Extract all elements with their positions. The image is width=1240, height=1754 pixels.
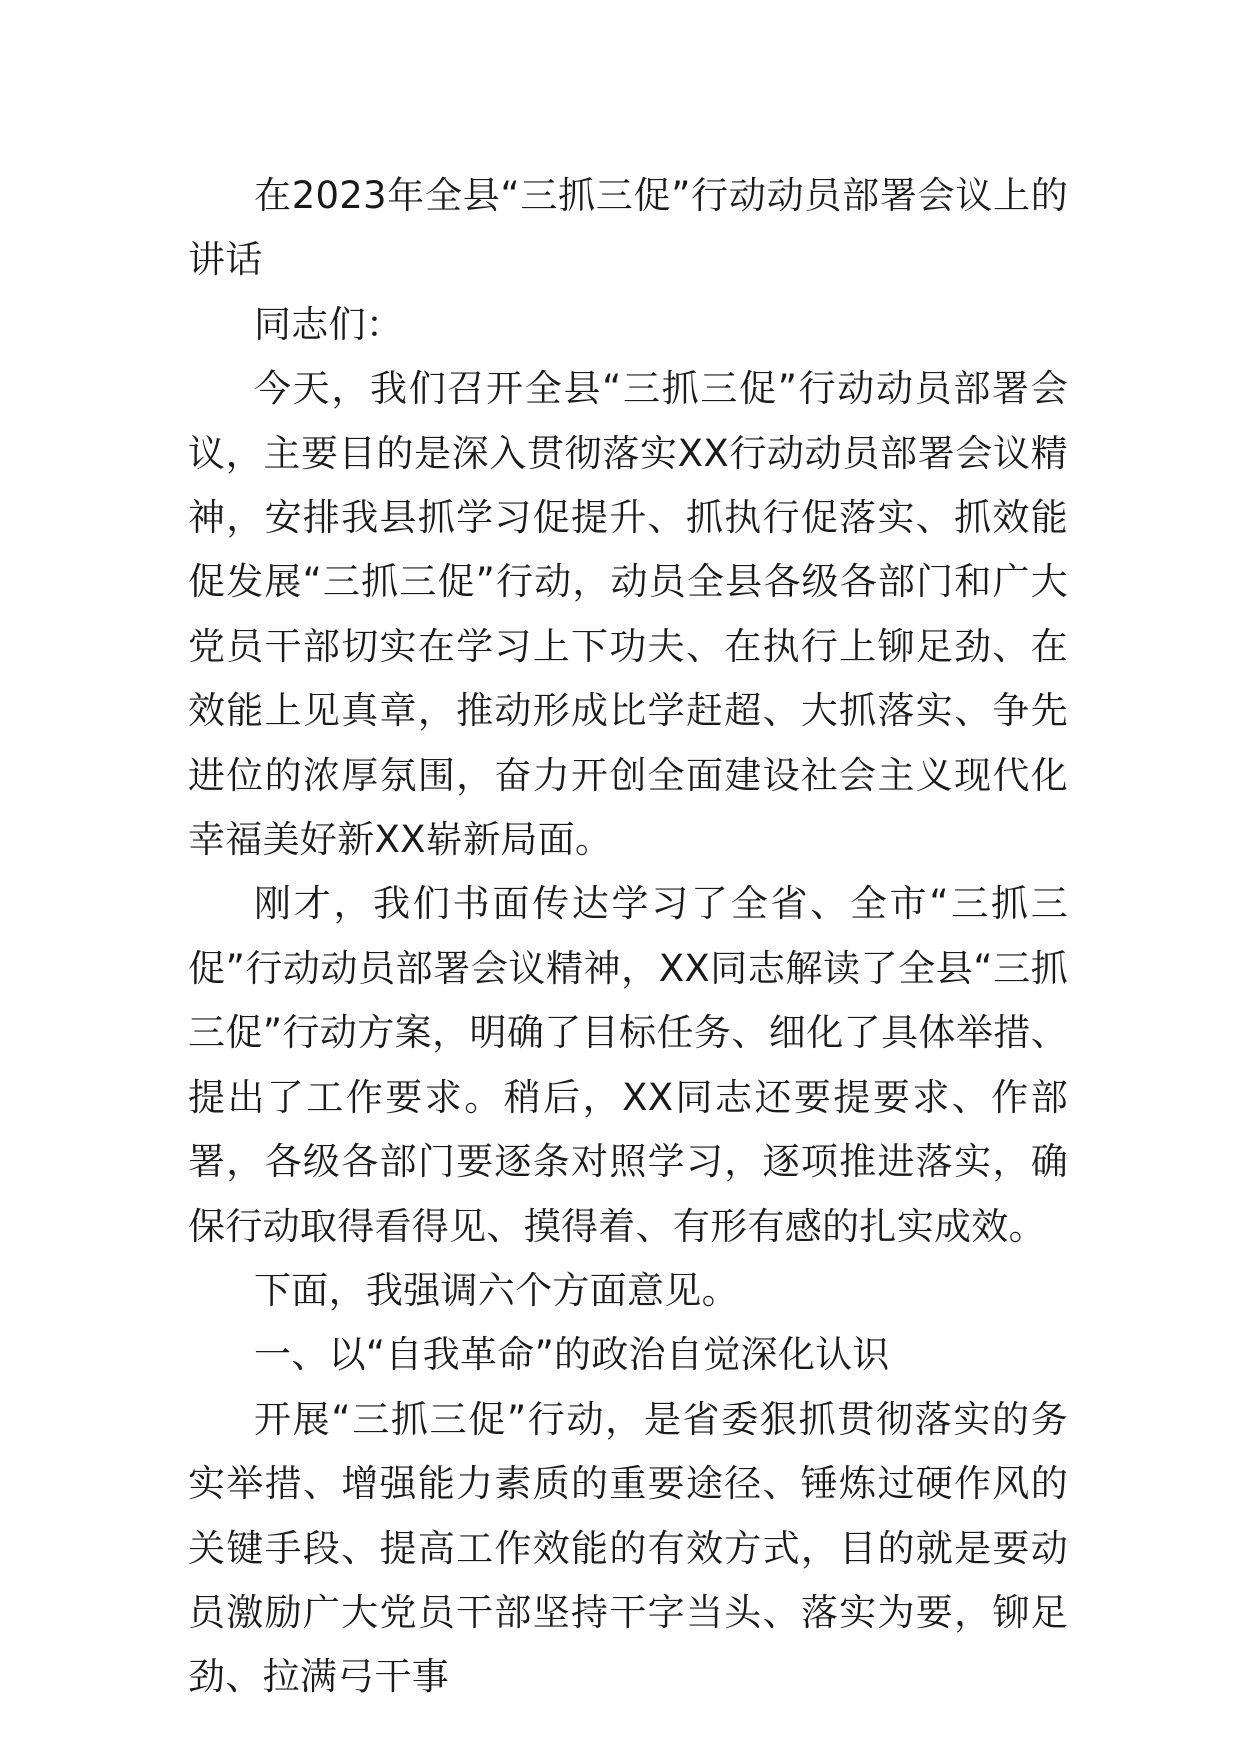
paragraph: 下面，我强调六个方面意见。 (254, 1268, 739, 1312)
document-title: 在2023年全县“三抓三促”行动动员部署会议上的讲话 (188, 174, 1068, 282)
salutation: 同志们： (254, 302, 404, 346)
paragraph: 今天，我们召开全县“三抓三促”行动动员部署会议，主要目的是深入贯彻落实XX行动动员部署会议精神，安排我县抓学习促提升、抓执行促落实、抓效能促发展“三抓三促”行动，动员全县各级各部门和广大党员干部切实在学习上下功夫、在执行上铆足劲、在效能上见真章，推动形成比学赶超、大抓落实、争先进位的浓厚氛围，奋力开创全面建设社会主义现代化幸福美好新XX崭新局面。 (188, 367, 1068, 862)
section-heading: 一、以“自我革命”的政治自觉深化认识 (254, 1333, 890, 1377)
paragraph: 开展“三抓三促”行动，是省委狠抓贯彻落实的务实举措、增强能力素质的重要途径、锤炼过硬作风的关键手段、提高工作效能的有效方式，目的就是要动员激励广大党员干部坚持干字当头、落实为要，铆足劲、拉满弓干事 (188, 1397, 1068, 1699)
document-body (188, 164, 1068, 1710)
paragraph: 刚才，我们书面传达学习了全省、全市“三抓三促”行动动员部署会议精神，XX同志解读了全县“三抓三促”行动方案，明确了目标任务、细化了具体举措、提出了工作要求。稍后，XX同志还要提要求、作部署，各级各部门要逐条对照学习，逐项推进落实，确保行动取得看得见、摸得着、有形有感的扎实成效。 (188, 882, 1068, 1248)
